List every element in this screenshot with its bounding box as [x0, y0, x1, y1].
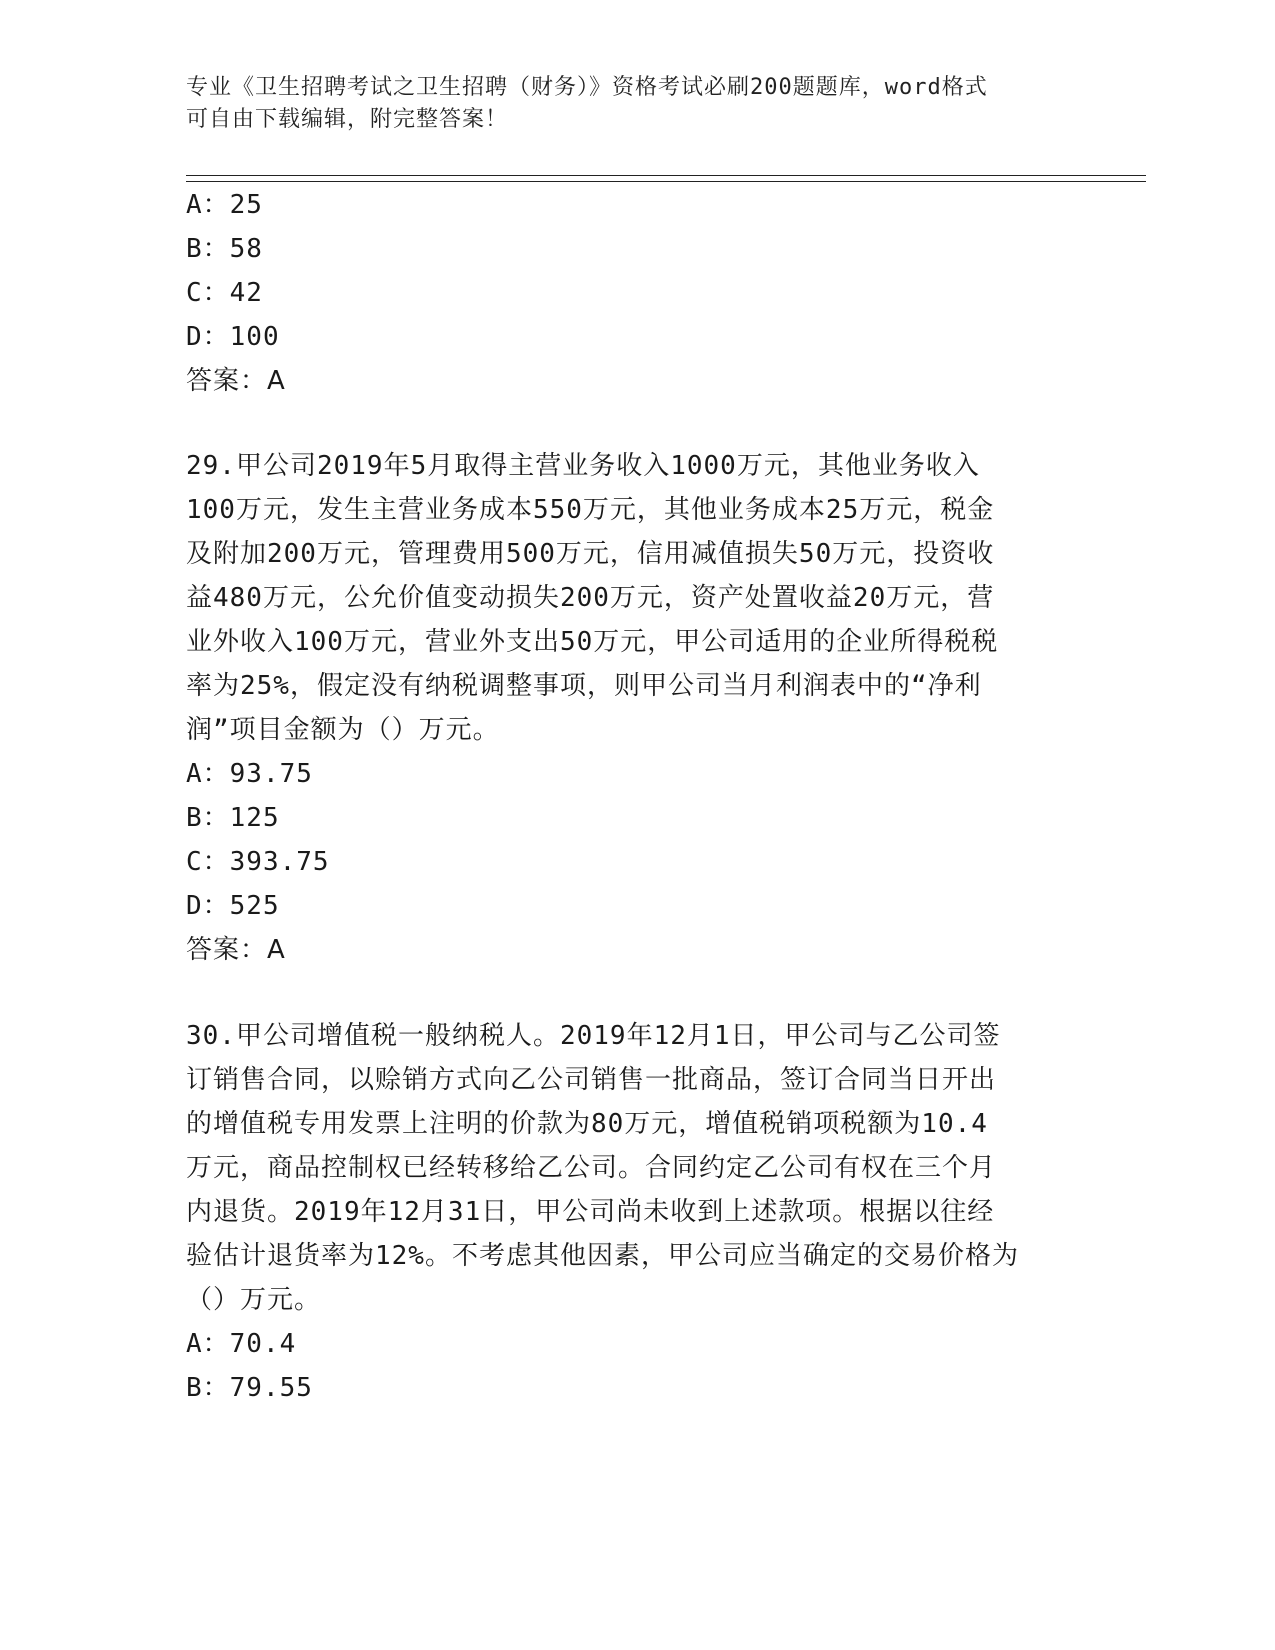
q29-text-line-6: 率为25%，假定没有纳税调整事项，则甲公司当月利润表中的“净利 [186, 671, 982, 701]
prev-option-a: A：25 [186, 190, 263, 220]
header-line-2: 可自由下载编辑，附完整答案！ [186, 107, 509, 132]
q29-option-c: C：393.75 [186, 847, 330, 877]
header-line-1: 专业《卫生招聘考试之卫生招聘（财务）》资格考试必刷200题题库，word格式 [186, 75, 988, 100]
document-header [186, 72, 1066, 136]
prev-answer: 答案：A [186, 366, 286, 396]
q30-text-line-1: 30.甲公司增值税一般纳税人。2019年12月1日，甲公司与乙公司签 [186, 1021, 1001, 1051]
q30-text-line-2: 订销售合同，以赊销方式向乙公司销售一批商品，签订合同当日开出 [186, 1065, 997, 1095]
q30-option-a: A：70.4 [186, 1329, 297, 1359]
q30-option-b: B：79.55 [186, 1373, 313, 1403]
q29-text-line-2: 100万元，发生主营业务成本550万元，其他业务成本25万元，税金 [186, 495, 995, 525]
q29-text-line-5: 业外收入100万元，营业外支出50万元，甲公司适用的企业所得税税 [186, 627, 999, 657]
prev-option-b: B：58 [186, 234, 263, 264]
q29-answer: 答案：A [186, 935, 286, 965]
q29-text-line-4: 益480万元，公允价值变动损失200万元，资产处置收益20万元，营 [186, 583, 995, 613]
q29-text-line-7: 润”项目金额为（）万元。 [186, 715, 500, 745]
q29-option-b: B：125 [186, 803, 280, 833]
header-rule-bottom [186, 181, 1146, 182]
q29-text-line-3: 及附加200万元，管理费用500万元，信用减值损失50万元，投资收 [186, 539, 995, 569]
q29-text-line-1: 29.甲公司2019年5月取得主营业务收入1000万元，其他业务收入 [186, 451, 980, 481]
header-rule-top [186, 175, 1146, 176]
prev-option-c: C：42 [186, 278, 263, 308]
q29-option-d: D：525 [186, 891, 280, 921]
q29-option-a: A：93.75 [186, 759, 313, 789]
q30-text-line-4: 万元，商品控制权已经转移给乙公司。合同约定乙公司有权在三个月 [186, 1153, 997, 1183]
q30-text-line-7: （）万元。 [186, 1285, 322, 1315]
q30-text-line-3: 的增值税专用发票上注明的价款为80万元，增值税销项税额为10.4 [186, 1109, 988, 1139]
prev-option-d: D：100 [186, 322, 280, 352]
q30-text-line-6: 验估计退货率为12%。不考虑其他因素，甲公司应当确定的交易价格为 [186, 1241, 1019, 1271]
q30-text-line-5: 内退货。2019年12月31日，甲公司尚未收到上述款项。根据以往经 [186, 1197, 995, 1227]
